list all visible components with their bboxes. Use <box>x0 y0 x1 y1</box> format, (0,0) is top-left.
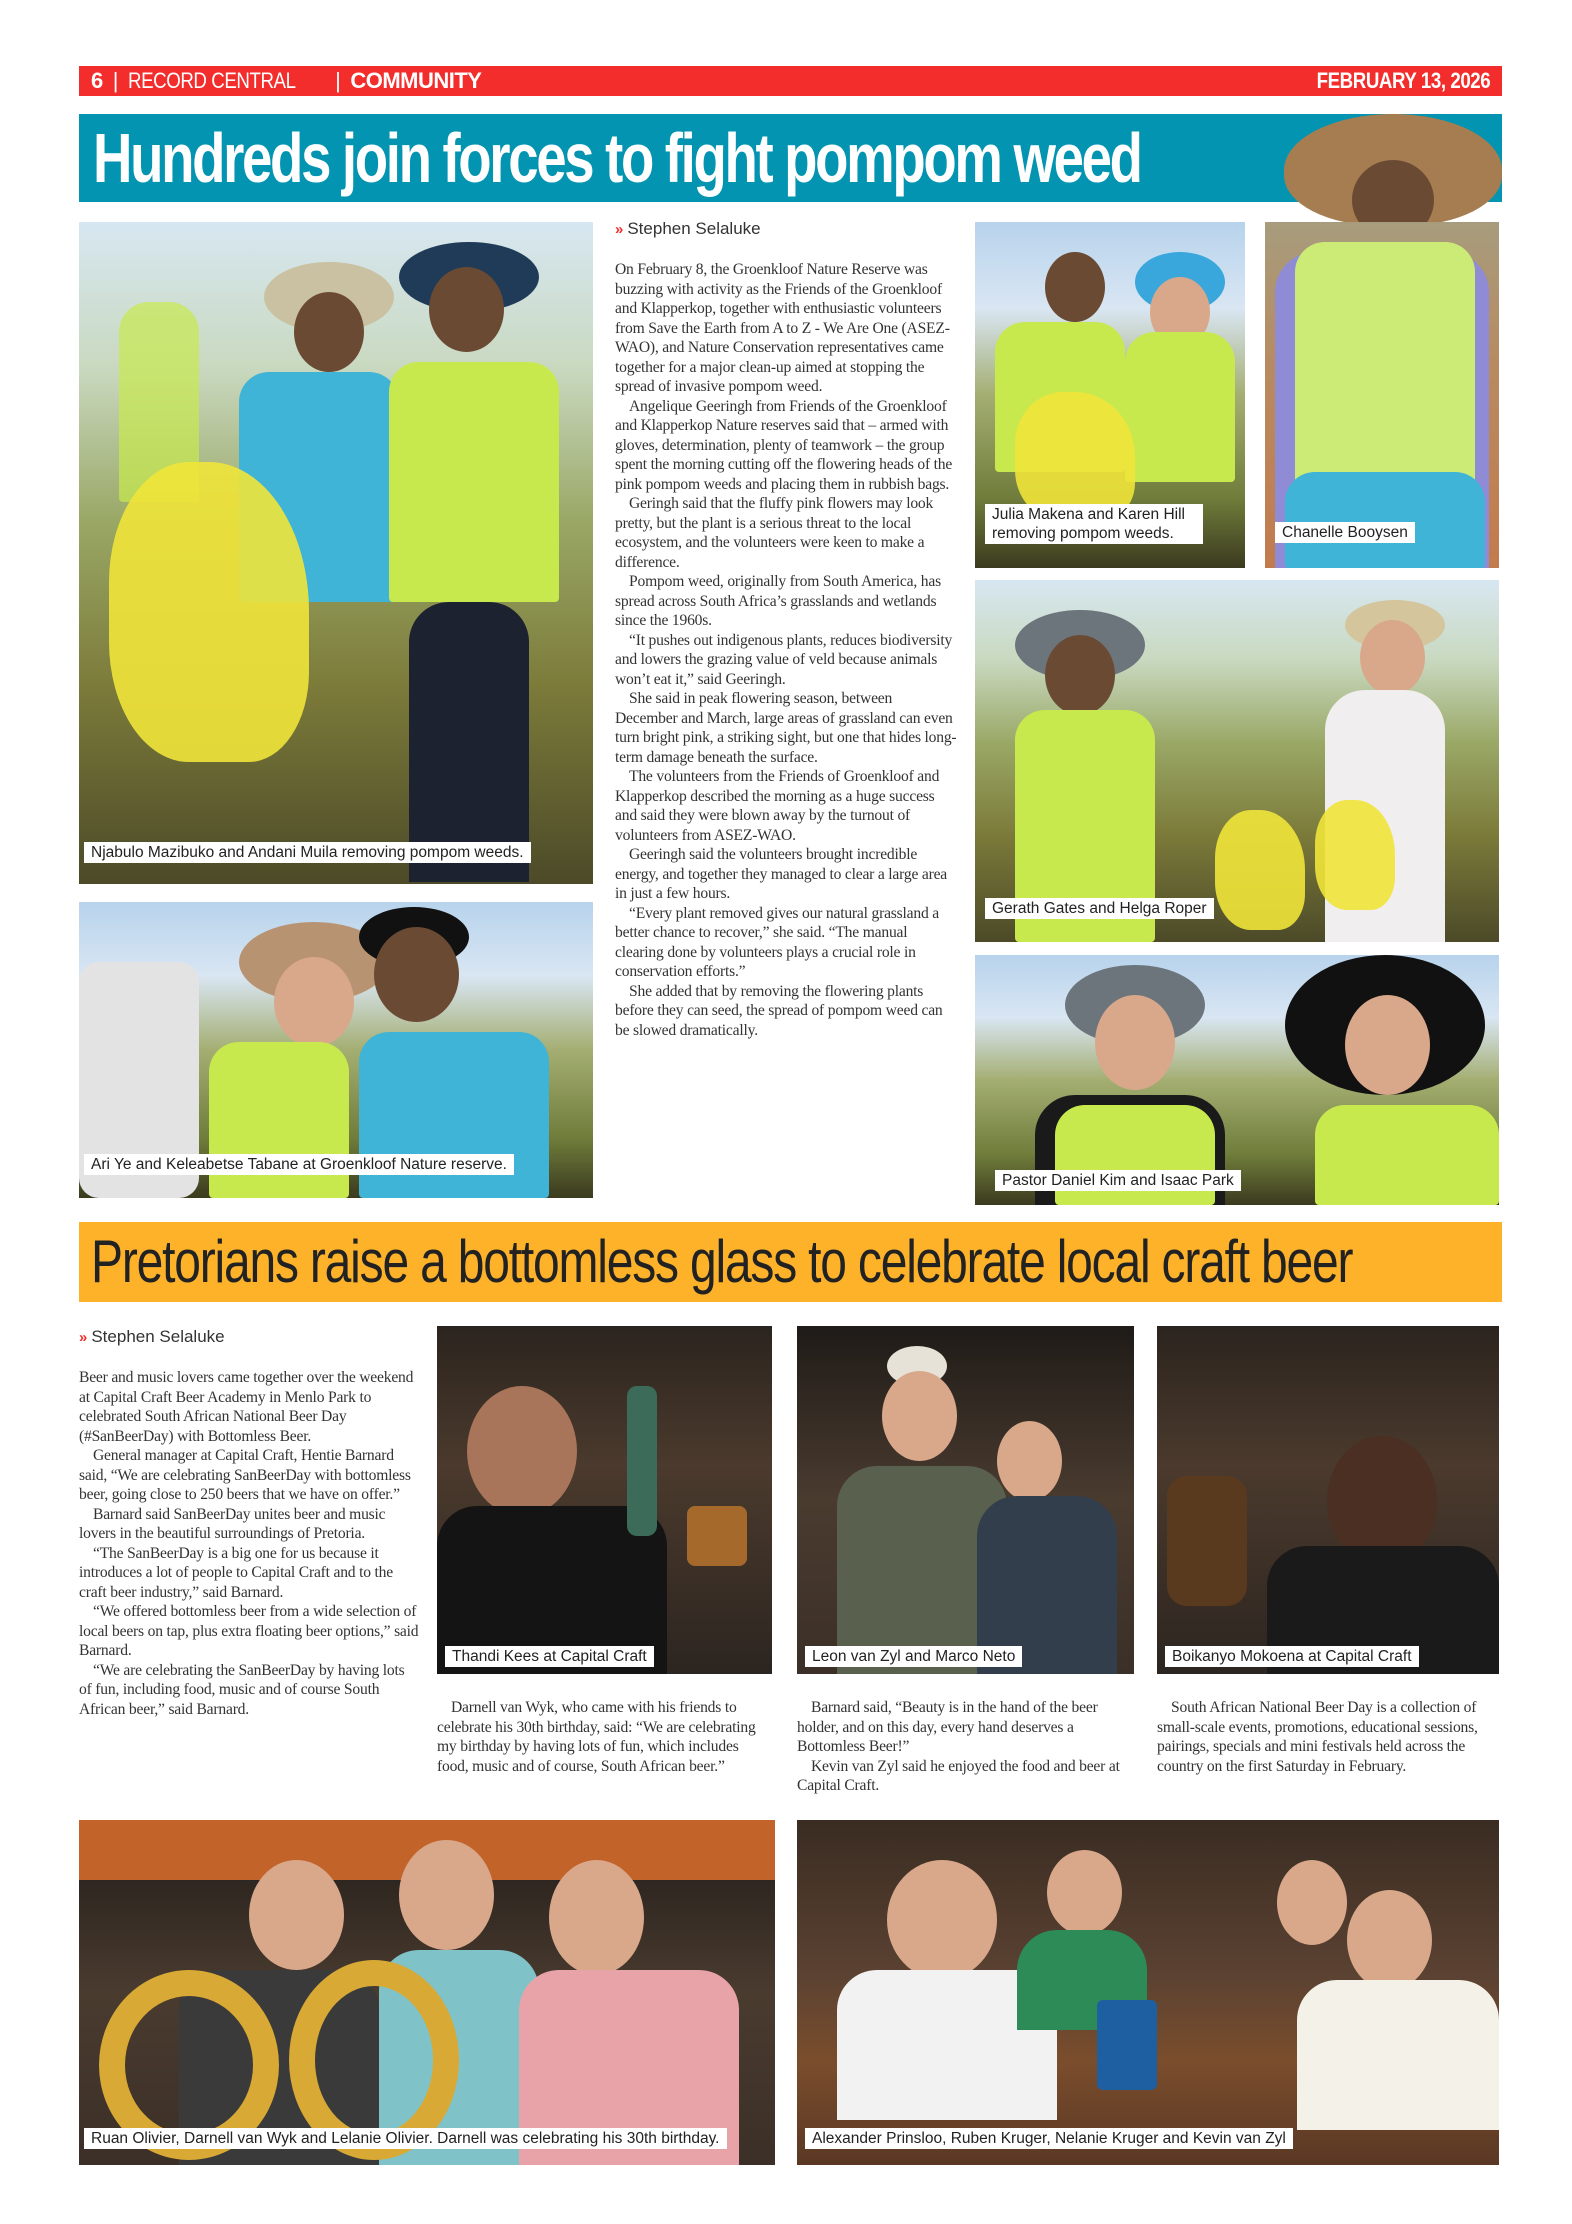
paragraph: She said in peak flowering season, between December and March, large areas of grassland can even turn bright pink, a striking sight, but one that hides long-term damage beneath the surface. <box>615 690 957 766</box>
headline-cutout-image <box>1284 114 1504 226</box>
photo-caption: Thandi Kees at Capital Craft <box>445 1646 654 1667</box>
photo-caption: Alexander Prinsloo, Ruben Kruger, Nelanie Kruger and Kevin van Zyl <box>805 2128 1293 2149</box>
story1-body <box>615 260 957 1040</box>
photo-ruan-darnell-lelanie <box>79 1820 775 2165</box>
byline-author: Stephen Selaluke <box>91 1327 225 1346</box>
photo-caption: Chanelle Booysen <box>1275 522 1415 543</box>
paragraph: The volunteers from the Friends of Groenkloof and Klapperkop described the morning as a huge success and said they were blown away by the turnout of volunteers from ASEZ-WAO. <box>615 768 940 844</box>
byline-arrow-icon: » <box>79 1329 85 1346</box>
photo-caption: Njabulo Mazibuko and Andani Muila removing pompom weeds. <box>84 842 531 863</box>
photo-caption: Boikanyo Mokoena at Capital Craft <box>1165 1646 1419 1667</box>
byline-author: Stephen Selaluke <box>627 219 761 238</box>
paragraph: Barnard said SanBeerDay unites beer and music lovers in the beautiful surroundings of Pretoria. <box>79 1505 386 1542</box>
paragraph: Barnard said, “Beauty is in the hand of the beer holder, and on this day, every hand deserves a Bottomless Beer!” <box>797 1699 1098 1755</box>
paragraph: She added that by removing the flowering plants before they can seed, the spread of pompom weed can be slowed dramatically. <box>615 982 943 1039</box>
photo-caption: Ari Ye and Keleabetse Tabane at Groenkloof Nature reserve. <box>84 1154 514 1175</box>
publication-name: RECORD CENTRAL <box>127 68 296 93</box>
paragraph: Beer and music lovers came together over the weekend at Capital Craft Beer Academy in Menlo Park to celebrated South African National Beer Day (#SanBeerDay) with Bottomless Beer. <box>79 1369 414 1445</box>
paragraph: Darnell van Wyk, who came with his friends to celebrate his 30th birthday, said: “We are celebrating my birthday by having lots of fun, which includes food, music and of course, South African beer.” <box>437 1699 756 1775</box>
photo-alexander-ruben-nelanie-kevin <box>797 1820 1499 2165</box>
photo-caption: Julia Makena and Karen Hill removing pompom weeds. <box>985 504 1203 544</box>
photo-caption: Leon van Zyl and Marco Neto <box>805 1646 1022 1667</box>
photo-thandi-kees <box>437 1326 772 1674</box>
photo-caption: Ruan Olivier, Darnell van Wyk and Lelanie Olivier. Darnell was celebrating his 30th birthday. <box>84 2128 727 2149</box>
issue-date: FEBRUARY 13, 2026 <box>1316 68 1490 93</box>
paragraph: General manager at Capital Craft, Hentie Barnard said, “We are celebrating SanBeerDay with bottomless beer, going close to 250 beers that we have on offer.” <box>79 1447 411 1503</box>
photo-njabulo-andani <box>79 222 593 884</box>
photo-caption: Pastor Daniel Kim and Isaac Park <box>995 1170 1241 1191</box>
page-header-bar <box>79 66 1502 96</box>
paragraph: “We are celebrating the SanBeerDay by having lots of fun, including food, music and of course South African beer,” said Barnard. <box>79 1661 405 1718</box>
paragraph: Angelique Geeringh from Friends of the Groenkloof and Klapperkop Nature reserves said that – armed with gloves, determination, plenty of teamwork – the group spent the morning cutting off the flowering heads of the pink pompom weeds and placing them in rubbish bags. <box>615 397 953 493</box>
story2-headline-banner <box>79 1222 1502 1302</box>
story2-body-col2 <box>437 1698 772 1776</box>
photo-daniel-isaac <box>975 955 1499 1205</box>
paragraph: South African National Beer Day is a collection of small-scale events, promotions, educational sessions, pairings, specials and mini festivals held across the country on the first Saturday in February. <box>1157 1699 1478 1775</box>
photo-ari-keleabetse <box>79 902 593 1198</box>
story1-byline <box>615 218 761 241</box>
story2-headline: Pretorians raise a bottomless glass to celebrate local craft beer <box>91 1228 1353 1295</box>
separator: | <box>112 68 118 93</box>
byline-arrow-icon: » <box>615 221 621 238</box>
story2-body-col4 <box>1157 1698 1499 1776</box>
photo-boikanyo <box>1157 1326 1499 1674</box>
paragraph: “We offered bottomless beer from a wide selection of local beers on tap, plus extra floating beer options,” said Barnard. <box>79 1603 419 1659</box>
story1-headline: Hundreds join forces to fight pompom weed <box>93 119 1141 197</box>
section-name: COMMUNITY <box>350 68 482 93</box>
story2-body-col1 <box>79 1368 419 1719</box>
paragraph: “The SanBeerDay is a big one for us because it introduces a lot of people to Capital Craft and to the craft beer industry,” said Barnard. <box>79 1544 393 1601</box>
photo-caption: Gerath Gates and Helga Roper <box>985 898 1214 919</box>
paragraph: On February 8, the Groenkloof Nature Reserve was buzzing with activity as the Friends of the Groenkloof and Klapperkop, together with enthusiastic volunteers from Save the Earth from A to Z - We Are One (ASEZ-WAO), and Nature Conservation representatives came together for a major clean-up aimed at stopping the spread of invasive pompom weed. <box>615 261 950 395</box>
separator: | <box>335 68 341 93</box>
paragraph: Geringh said that the fluffy pink flowers may look pretty, but the plant is a serious threat to the local ecosystem, and the volunteers were keen to make a difference. <box>615 495 934 571</box>
page-number: 6 <box>91 68 103 93</box>
paragraph: “It pushes out indigenous plants, reduces biodiversity and lowers the grazing value of veld because animals won’t eat it,” said Geeringh. <box>615 631 953 688</box>
photo-julia-karen <box>975 222 1245 568</box>
paragraph: “Every plant removed gives our natural grassland a better chance to recover,” she said. “The manual clearing done by volunteers plays a crucial role in conservation efforts.” <box>615 904 939 980</box>
story2-body-col3 <box>797 1698 1134 1796</box>
photo-leon-marco <box>797 1326 1134 1674</box>
photo-chanelle <box>1265 222 1499 568</box>
paragraph: Kevin van Zyl said he enjoyed the food and beer at Capital Craft. <box>797 1757 1120 1794</box>
photo-gerath-helga <box>975 580 1499 942</box>
story2-byline <box>79 1326 225 1349</box>
paragraph: Pompom weed, originally from South America, has spread across South Africa’s grasslands and wetlands since the 1960s. <box>615 573 941 629</box>
paragraph: Geeringh said the volunteers brought incredible energy, and together they managed to clear a large area in just a few hours. <box>615 846 948 902</box>
